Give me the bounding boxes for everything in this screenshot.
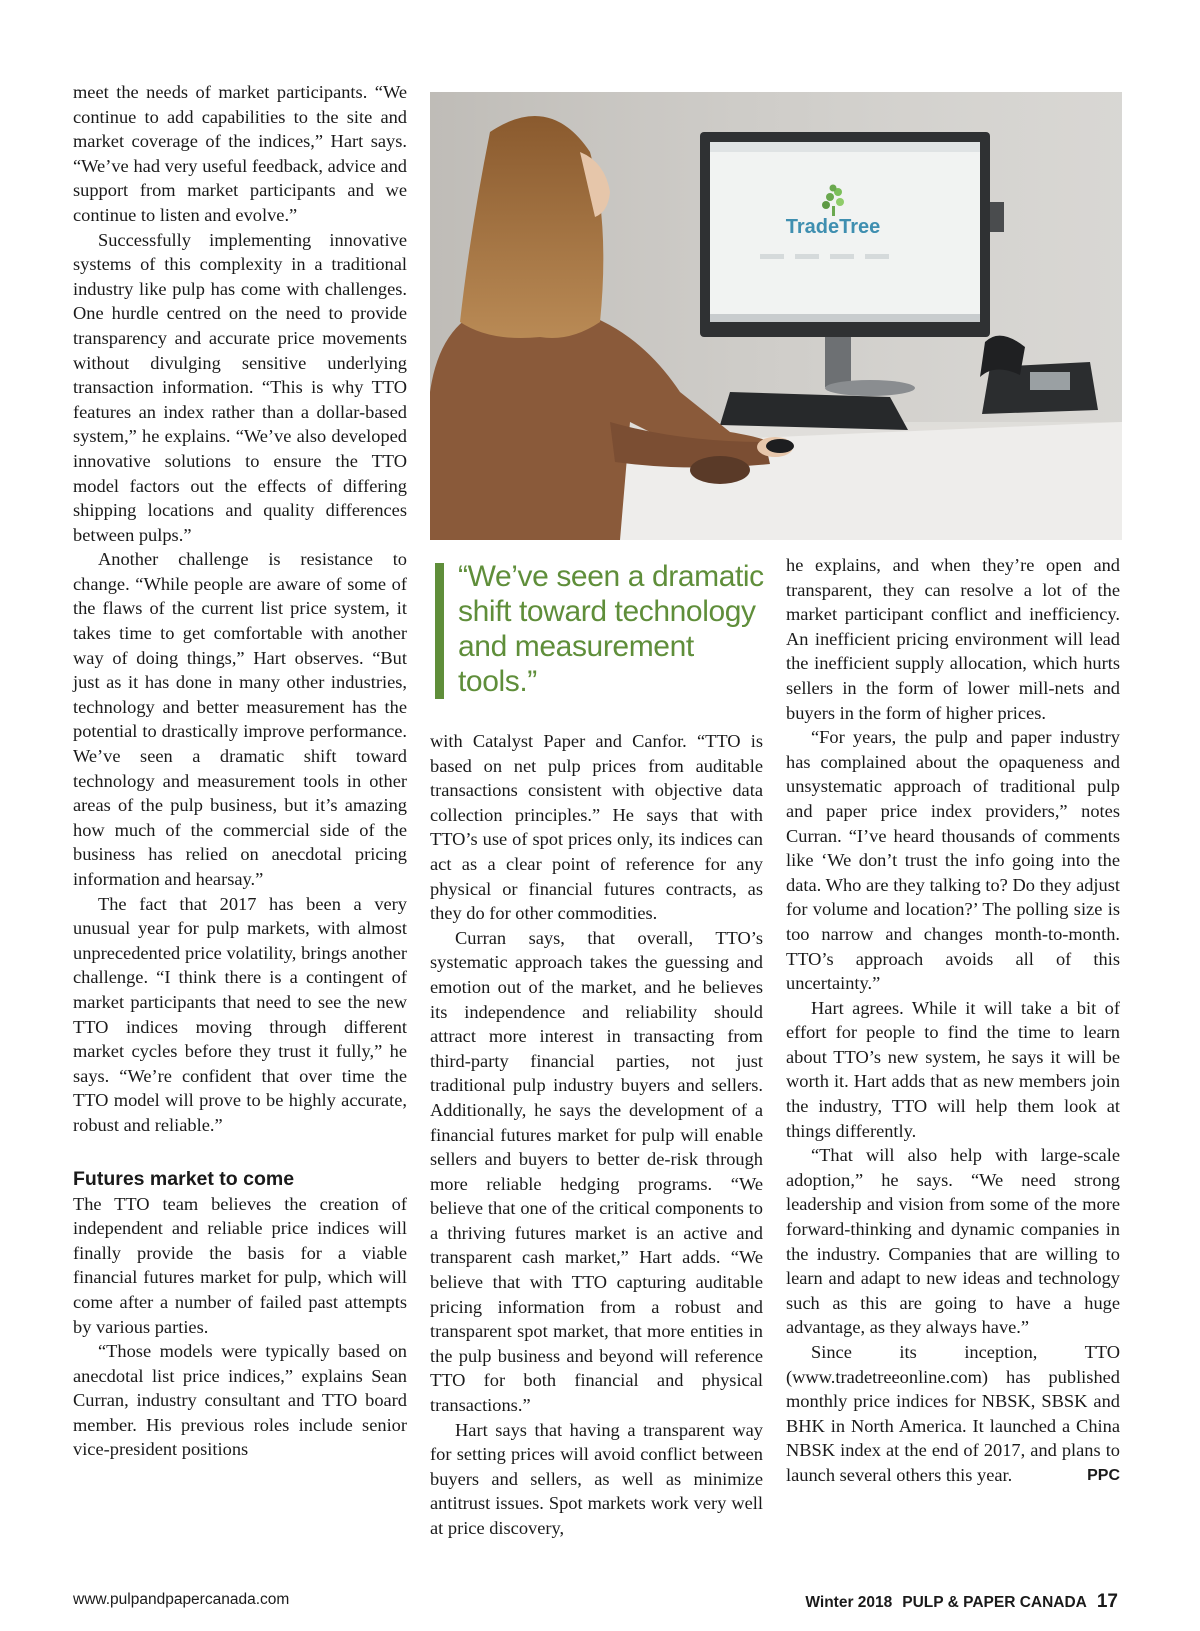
article-column-3: [786, 553, 1120, 1489]
photo-illustration: [430, 92, 1122, 540]
footer-folio: [805, 1591, 1118, 1613]
paragraph: with Catalyst Paper and Canfor. “TTO is based on net pulp prices from auditable transactions consistent with objective data collection principles.” He says that with TTO’s use of spot prices only, its indices can act as a clear point of reference for any physical or financial futures contracts, as they do for other commodities.: [430, 731, 763, 924]
article-column-2: [430, 729, 763, 1541]
paragraph: Hart says that having a transparent way for setting prices will avoid conflict between buyers and sellers, as well as minimize antitrust issues. Spot markets work very well at price discovery,: [430, 1419, 763, 1538]
paragraph: [786, 1340, 1120, 1488]
paragraph: meet the needs of market participants. “We continue to add capabilities to the site and market coverage of the indices,” Hart says. “We’ve had very useful feedback, advice and support from market participants and we continue to listen and evolve.”: [73, 82, 407, 225]
paragraph-text: Since its inception, TTO (www.tradetreeonline.com) has published monthly price indices for NBSK, SBSK and BHK in North America. It launched a China NBSK index at the end of 2017, and plans to launch several others this year.: [786, 1342, 1120, 1485]
paragraph: The fact that 2017 has been a very unusual year for pulp markets, with almost unprecedented price volatility, brings another challenge. “I think there is a contingent of market participants that need to see the new TTO indices moving through different market cycles before they trust it fully,” he says. “We’re confident that over time the TTO model will prove to be highly accurate, robust and reliable.”: [73, 893, 407, 1135]
page-number: 17: [1096, 1591, 1118, 1612]
paragraph: “For years, the pulp and paper industry has complained about the opaqueness and unsystematic approach of traditional pulp and paper price index providers,” notes Curran. “I’ve heard thousands of comments like ‘We don’t trust the info going into the data. Who are they talking to? Do they adjust for volume and location?’ The polling size is too narrow and changes month-to-month. TTO’s approach avoids all of this uncertainty.”: [786, 727, 1120, 994]
paragraph: “Those models were typically based on anecdotal list price indices,” explains Sean Curran, industry consultant and TTO board member. His previous roles include senior vice-president positions: [73, 1341, 407, 1460]
paragraph: Another challenge is resistance to change. “While people are aware of some of the flaws of the current list price system, it takes time to get comfortable with another way of doing things,” Hart observes. “But just as it has done in many other industries, technology and better measurement has the potential to drastically improve performance. We’ve seen a dramatic shift toward technology and measurement tools in other areas of the pulp business, but it’s amazing how much of the commercial side of the business has relied on anecdotal pricing information and hearsay.”: [73, 549, 407, 889]
signoff: PPC: [1087, 1466, 1120, 1484]
article-column-1: [73, 80, 407, 1462]
section-subheading: Futures market to come: [73, 1167, 295, 1190]
pull-quote: [435, 560, 765, 699]
tradetree-logo-text: TradeTree: [785, 216, 881, 238]
paragraph: Hart agrees. While it will take a bit of effort for people to find the time to learn about TTO’s new system, he says it will be worth it. Hart adds that as new members join the industry, TTO will help them look at things differently.: [786, 997, 1120, 1141]
keyboard: [720, 392, 908, 430]
footer-issue: Winter 2018: [805, 1594, 893, 1611]
article-photo: [430, 92, 1122, 540]
paragraph: Curran says, that overall, TTO’s systematic approach takes the guessing and emotion out of the market, and he believes its independence and reliability should attract more interest in transacting from third-party financial parties, not just traditional pulp industry buyers and sellers. Additionally, he says the development of a financial futures market for pulp will enable sellers and buyers to better de-risk through more reliable hedging programs. “We believe that one of the critical components to a thriving futures market is an active and transparent cash market,” Hart adds. “We believe that with TTO capturing auditable pricing information from a robust and transparent spot market, that more entities in the pulp business and beyond will reference TTO for both financial and physical transactions.”: [430, 927, 763, 1416]
paragraph: The TTO team believes the creation of independent and reliable price indices will finally provide the basis for a viable financial futures market for pulp, which will come after a number of failed past attempts by various parties.: [73, 1193, 407, 1337]
pull-quote-text: “We’ve seen a dramatic shift toward technology and measurement tools.”: [458, 560, 764, 698]
paragraph: Successfully implementing innovative systems of this complexity in a traditional industry like pulp has come with challenges. One hurdle centred on the need to provide transparency and accurate price movements without divulging sensitive underlying transaction information. “This is why TTO features an index rather than a dollar-based system,” he explains. “We’ve also developed innovative solutions to ensure the TTO model factors out the effects of differing shipping locations and quality differences between pulps.”: [73, 229, 407, 545]
paragraph: “That will also help with large-scale adoption,” he says. “We need strong leadership and vision from some of the more forward-thinking and dynamic companies in the industry. Companies that are willing to learn and adapt to new ideas and technology such as this are going to have a huge advantage, as they always have.”: [786, 1145, 1120, 1338]
paragraph: he explains, and when they’re open and transparent, they can resolve a lot of the market participant conflict and inefficiency. An inefficient pricing environment will lead the inefficient supply allocation, which hurts sellers in the form of lower mill-nets and buyers in the form of higher prices.: [786, 555, 1120, 723]
footer-magazine: PULP & PAPER CANADA: [902, 1594, 1087, 1611]
footer-url[interactable]: www.pulpandpapercanada.com: [73, 1591, 290, 1608]
